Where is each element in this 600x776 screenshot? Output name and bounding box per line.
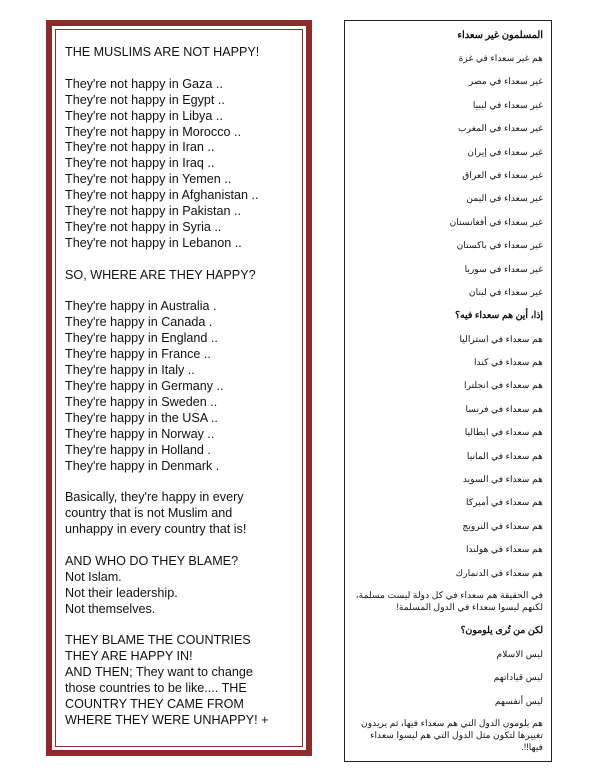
arabic-happy-line: هم سعداء في النرويج <box>462 520 543 531</box>
english-line: AND WHO DO THEY BLAME? <box>65 553 239 568</box>
english-line: They're not happy in Pakistan .. <box>65 204 242 219</box>
english-line: Not their leadership. <box>65 585 178 600</box>
english-blank-line <box>65 538 292 554</box>
arabic-blame-line: ليس أنفسهم <box>494 695 543 706</box>
arabic-unhappy-line: غير سعداء في سوريا <box>464 263 543 274</box>
arabic-blame-question: لكن من تُرى يلومون؟ <box>460 624 543 636</box>
english-lines <box>65 45 292 729</box>
english-blank-line <box>65 252 292 268</box>
english-line: THEY ARE HAPPY IN! <box>65 649 193 664</box>
english-line: They're happy in Sweden .. <box>65 394 218 409</box>
arabic-unhappy-line: هم غير سعداء في غزة <box>458 53 543 63</box>
english-blank-line <box>65 61 292 77</box>
arabic-blame-list <box>351 647 543 717</box>
english-line: those countries to be like.... THE <box>65 681 247 696</box>
english-line: Not Islam. <box>65 569 122 584</box>
english-line: They're happy in Norway .. <box>65 426 215 441</box>
arabic-unhappy-line: غير سعداء في العراق <box>462 169 543 180</box>
arabic-closing: هم يلومون الدول التي هم سعداء فيها، ثم يريدون تغييرها لتكون مثل الدول التي هم ليسوا سعداء فيها!!. <box>360 717 543 753</box>
arabic-happy-list <box>351 332 543 589</box>
english-line: THEY BLAME THE COUNTRIES <box>65 633 251 648</box>
arabic-happy-line: هم سعداء في كندا <box>473 357 543 368</box>
english-line: They're not happy in Morocco .. <box>65 124 242 139</box>
arabic-happy-line: هم سعداء في ايطاليا <box>464 427 543 438</box>
arabic-happy-line: هم سعداء في فرنسا <box>465 403 543 414</box>
english-line: They're happy in Australia . <box>65 299 217 314</box>
arabic-unhappy-list <box>351 51 543 308</box>
arabic-unhappy-line: غير سعداء في اليمن <box>466 193 543 204</box>
english-line: COUNTRY THEY CAME FROM <box>65 697 244 712</box>
english-line: unhappy in every country that is! <box>65 522 247 537</box>
english-line: They're happy in Denmark . <box>65 458 220 473</box>
english-line: AND THEN; They want to change <box>65 665 253 680</box>
english-text-body <box>55 29 303 747</box>
english-line: They're not happy in Egypt .. <box>65 92 225 107</box>
arabic-happy-line: هم سعداء في انجلترا <box>464 380 543 391</box>
english-line: They're happy in England .. <box>65 331 218 346</box>
arabic-blame-line: ليس الاسلام <box>496 648 543 659</box>
english-line: SO, WHERE ARE THEY HAPPY? <box>65 267 256 282</box>
english-blank-line <box>65 284 292 300</box>
english-line: They're not happy in Lebanon .. <box>65 235 242 250</box>
english-line: They're happy in Canada . <box>65 315 213 330</box>
english-line: They're happy in Germany .. <box>65 378 224 393</box>
arabic-happy-line: هم سعداء في المانيا <box>466 450 543 461</box>
english-line: They're not happy in Gaza .. <box>65 76 223 91</box>
arabic-unhappy-line: غير سعداء في ليبيا <box>472 99 543 110</box>
english-line: They're happy in Holland . <box>65 442 211 457</box>
english-line: They're happy in Italy .. <box>65 363 195 378</box>
arabic-happy-line: هم سعداء في الدنمارك <box>455 567 543 578</box>
english-line: Not themselves. <box>65 601 156 616</box>
arabic-unhappy-line: غير سعداء في مصر <box>468 76 543 87</box>
english-line: They're not happy in Iran .. <box>65 140 215 155</box>
arabic-happy-line: هم سعداء في هولندا <box>465 544 543 555</box>
english-line: They're not happy in Syria .. <box>65 219 222 234</box>
arabic-unhappy-line: غير سعداء في إيران <box>467 146 543 157</box>
english-line: They're not happy in Yemen .. <box>65 172 232 187</box>
english-line: They're happy in France .. <box>65 347 211 362</box>
english-line: They're not happy in Afghanistan .. <box>65 188 259 203</box>
arabic-happy-line: هم سعداء في السويد <box>462 474 543 485</box>
arabic-question: إذا، أين هم سعداء فيه؟ <box>455 309 543 321</box>
english-line: WHERE THEY WERE UNHAPPY! + <box>65 712 269 727</box>
english-blank-line <box>65 474 292 490</box>
arabic-unhappy-line: غير سعداء في أفغانستان <box>449 216 543 227</box>
english-line: Basically, they're happy in every <box>65 490 244 505</box>
english-line: They're not happy in Iraq .. <box>65 156 215 171</box>
arabic-happy-line: هم سعداء في أميركا <box>466 497 543 508</box>
english-text-panel <box>46 20 312 756</box>
arabic-unhappy-line: غير سعداء في باكستان <box>456 240 543 251</box>
english-line: They're not happy in Libya .. <box>65 108 223 123</box>
arabic-unhappy-line: غير سعداء في لبنان <box>468 286 543 297</box>
arabic-happy-line: هم سعداء في استراليا <box>459 333 543 344</box>
arabic-text-panel <box>344 20 552 762</box>
arabic-blame-line: ليس قياداتهم <box>493 672 543 683</box>
english-line: country that is not Muslim and <box>65 506 233 521</box>
arabic-summary: في الحقيقة هم سعداء في كل دولة ليست مسلمة، لكنهم ليسوا سعداء في الدول المسلمة! <box>355 589 543 613</box>
english-blank-line <box>65 618 292 634</box>
english-line: THE MUSLIMS ARE NOT HAPPY! <box>65 45 260 59</box>
arabic-title: المسلمون غير سعداء <box>457 30 543 41</box>
arabic-unhappy-line: غير سعداء في المغرب <box>458 123 543 134</box>
english-line: They're happy in the USA .. <box>65 410 218 425</box>
